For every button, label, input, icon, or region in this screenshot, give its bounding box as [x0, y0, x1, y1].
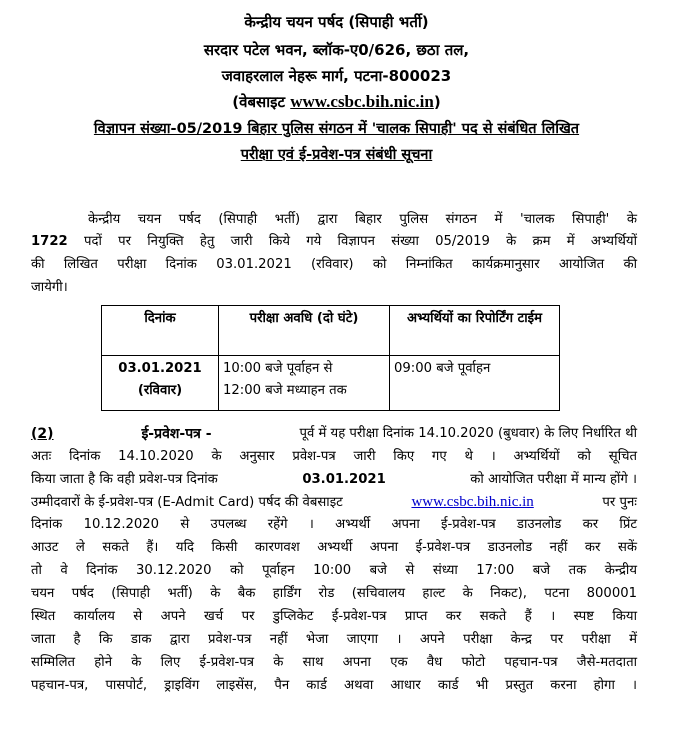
section2-l2: अतः दिनांक 14.10.2020 के अनुसार प्रवेश-पत्र जारी किए गए थे । अभ्यर्थियों को सूचित [31, 449, 637, 464]
section2-l10: जाता है कि डाक द्वारा प्रवेश-पत्र नहीं भेजा जाएगा । अपने परीक्षा केन्द्र पर परीक्षा में [31, 632, 637, 647]
section2-l6: आउट ले सकते हैं। यदि किसी कारणवश अभ्यर्थी अपना ई-प्रवेश-पत्र डाउनलोड नहीं कर सकें [31, 540, 637, 555]
intro-line3: की लिखित परीक्षा दिनांक 03.01.2021 (रविवार) को निम्नांकित कार्यक्रमानुसार आयोजित की [31, 257, 637, 272]
website-label: (वेबसाइट [232, 93, 286, 111]
intro-line2 [31, 231, 637, 253]
section2-l4a: उम्मीदवारों के ई-प्रवेश-पत्र (E-Admit Card) पर्षद की वेबसाइट [31, 495, 343, 510]
schedule-row [102, 356, 560, 411]
schedule-date: 03.01.2021 [118, 361, 202, 376]
schedule-header-row [102, 306, 560, 356]
header-date: दिनांक [102, 306, 219, 356]
exam-date-bold: 03.01.2021 [302, 472, 386, 487]
section2-l12: पहचान-पत्र, पासपोर्ट, ड्राइविंग लाइसेंस, पैन कार्ड अथवा आधार कार्ड भी प्रस्तुत करना होगा । [31, 678, 637, 693]
schedule-reporting-time: 09:00 बजे पूर्वाहन [390, 356, 560, 411]
admit-card-website-link[interactable]: www.csbc.bih.nic.in [411, 494, 534, 510]
schedule-day: (रविवार) [137, 383, 183, 398]
notice-title-line2: परीक्षा एवं ई-प्रवेश-पत्र संबंधी सूचना [240, 147, 433, 163]
section2-line4 [31, 491, 637, 514]
notice-title-line1: विज्ञापन संख्या-05/2019 बिहार पुलिस संगठन में 'चालक सिपाही' पद से संबंधित लिखित [93, 121, 580, 137]
section2-l4b: पर पुनः [602, 495, 637, 510]
board-name: केन्द्रीय चयन पर्षद (सिपाही भर्ती) [244, 13, 429, 31]
schedule-table [101, 305, 560, 411]
header-reporting: अभ्यर्थियों का रिपोर्टिंग टाईम [390, 306, 560, 356]
section2-l3c: को आयोजित परीक्षा में मान्य होंगे । [470, 472, 637, 487]
schedule-duration-cell [219, 356, 390, 411]
website-link[interactable]: www.csbc.bih.nic.in [290, 92, 434, 111]
intro-line4: जायेगी। [31, 280, 68, 295]
website-line [0, 92, 673, 112]
section2-heading: ई-प्रवेश-पत्र - [141, 426, 212, 442]
section2-line3 [31, 469, 637, 491]
schedule-duration-end: 12:00 बजे मध्याहन तक [223, 383, 347, 398]
board-address-line2: जवाहरलाल नेहरू मार्ग, पटना-800023 [221, 67, 452, 85]
section2-l8: चयन पर्षद (सिपाही भर्ती) के बैक हार्डिंग रोड (सचिवालय हाल्ट के निकट), पटना 800001 [31, 586, 637, 601]
schedule-date-cell [102, 356, 219, 411]
section2-l3a: किया जाता है कि वही प्रवेश-पत्र दिनांक [31, 472, 218, 487]
section2-l5: दिनांक 10.12.2020 से उपलब्ध रहेंगे । अभ्यर्थी अपना ई-प्रवेश-पत्र डाउनलोड कर प्रिंट [31, 517, 637, 532]
intro-line1: केन्द्रीय चयन पर्षद (सिपाही भर्ती) द्वारा बिहार पुलिस संगठन में 'चालक सिपाही' के [88, 212, 637, 227]
header-duration: परीक्षा अवधि (दो घंटे) [219, 306, 390, 356]
section2-l11: सम्मिलित होने के लिए ई-प्रवेश-पत्र के साथ अपना एक वैध फोटो पहचान-पत्र जैसे-मतदाता [31, 655, 637, 670]
section2-l7: तो वे दिनांक 30.12.2020 को पूर्वाहन 10:00 बजे से संध्या 17:00 बजे तक केन्द्रीय [31, 563, 637, 578]
website-close: ) [433, 93, 441, 111]
schedule-duration-start: 10:00 बजे पूर्वाहन से [223, 361, 333, 376]
board-address-line1: सरदार पटेल भवन, ब्लॉक-ए0/626, छठा तल, [203, 41, 470, 59]
section2-l1: पूर्व में यह परीक्षा दिनांक 14.10.2020 (बुधवार) के लिए निर्धारित थी [299, 426, 637, 441]
section2-line1 [31, 423, 637, 445]
section2-number: (2) [31, 426, 54, 442]
post-count: 1722 [31, 234, 68, 249]
intro-line2-text: पदों पर नियुक्ति हेतु जारी किये गये विज्ञापन संख्या 05/2019 के क्रम में अभ्यर्थियों [67, 234, 637, 249]
section2-l9: स्थित कार्यालय से अपने खर्च पर डुप्लिकेट ई-प्रवेश-पत्र प्राप्त कर सकते हैं । स्पष्ट किया [31, 609, 637, 624]
